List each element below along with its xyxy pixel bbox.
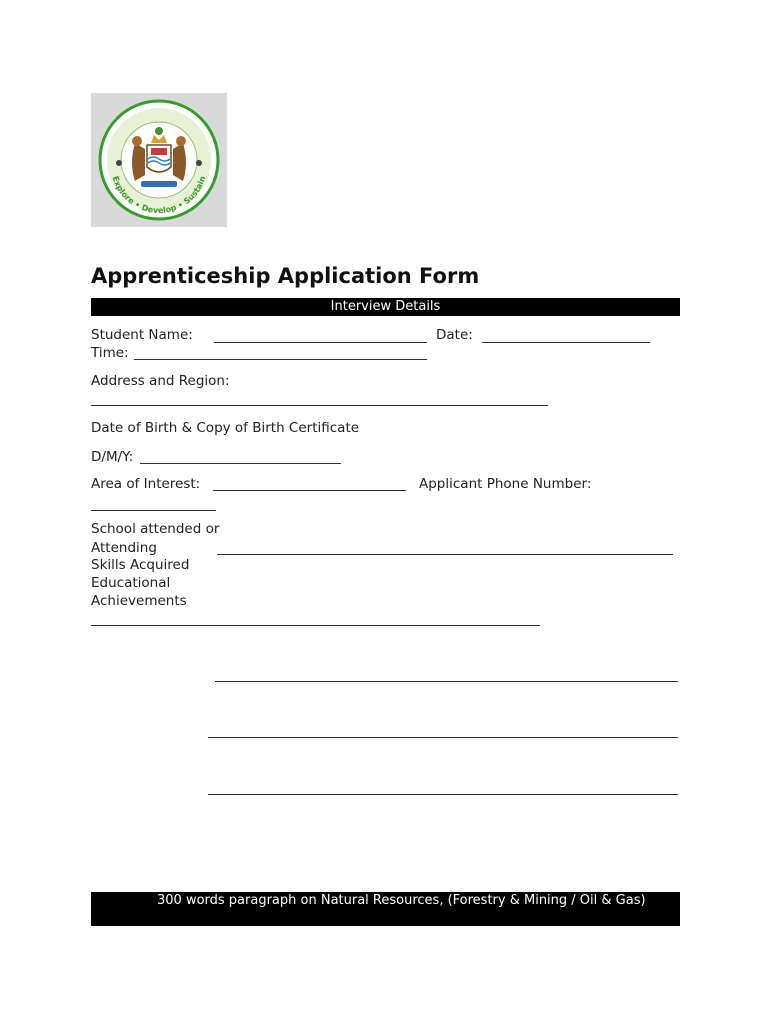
dob-field[interactable] [140,463,341,464]
address-label: Address and Region: [91,373,230,389]
area-of-interest-label: Area of Interest: [91,476,201,492]
essay-prompt-label: 300 words paragraph on Natural Resources, (Forestry & Mining / Oil & Gas) [157,893,646,908]
school-field[interactable] [217,554,673,555]
skills-field[interactable] [91,625,540,626]
education-label-cont: Achievements [91,593,187,609]
time-label: Time: [91,345,129,361]
student-name-field[interactable] [214,342,427,343]
logo-org-text [91,93,227,95]
skills-label: Skills Acquired [91,557,190,573]
ministry-logo [91,93,227,227]
address-field[interactable] [91,405,548,406]
section-header-label: Interview Details [330,299,441,314]
phone-label: Applicant Phone Number: [419,476,592,492]
education-label: Educational [91,575,171,591]
blank-line-2[interactable] [208,737,678,738]
dob-label: Date of Birth & Copy of Birth Certificate [91,420,360,436]
logo-motto: Explore • Develop • Sustain [110,174,208,216]
date-field[interactable] [482,342,650,343]
page-title: Apprenticeship Application Form [91,264,480,288]
phone-field[interactable] [91,510,216,511]
date-label: Date: [436,327,473,343]
blank-line-1[interactable] [215,681,678,682]
blank-line-3[interactable] [208,794,678,795]
ministry-seal-icon [91,93,227,227]
essay-prompt-bar [91,892,680,926]
time-field[interactable] [134,359,427,360]
school-label-cont: Attending [91,540,157,556]
dmy-label: D/M/Y: [91,449,134,465]
area-of-interest-field[interactable] [213,490,406,491]
section-header-bar [91,298,680,316]
school-label: School attended or [91,521,220,537]
student-name-label: Student Name: [91,327,193,343]
